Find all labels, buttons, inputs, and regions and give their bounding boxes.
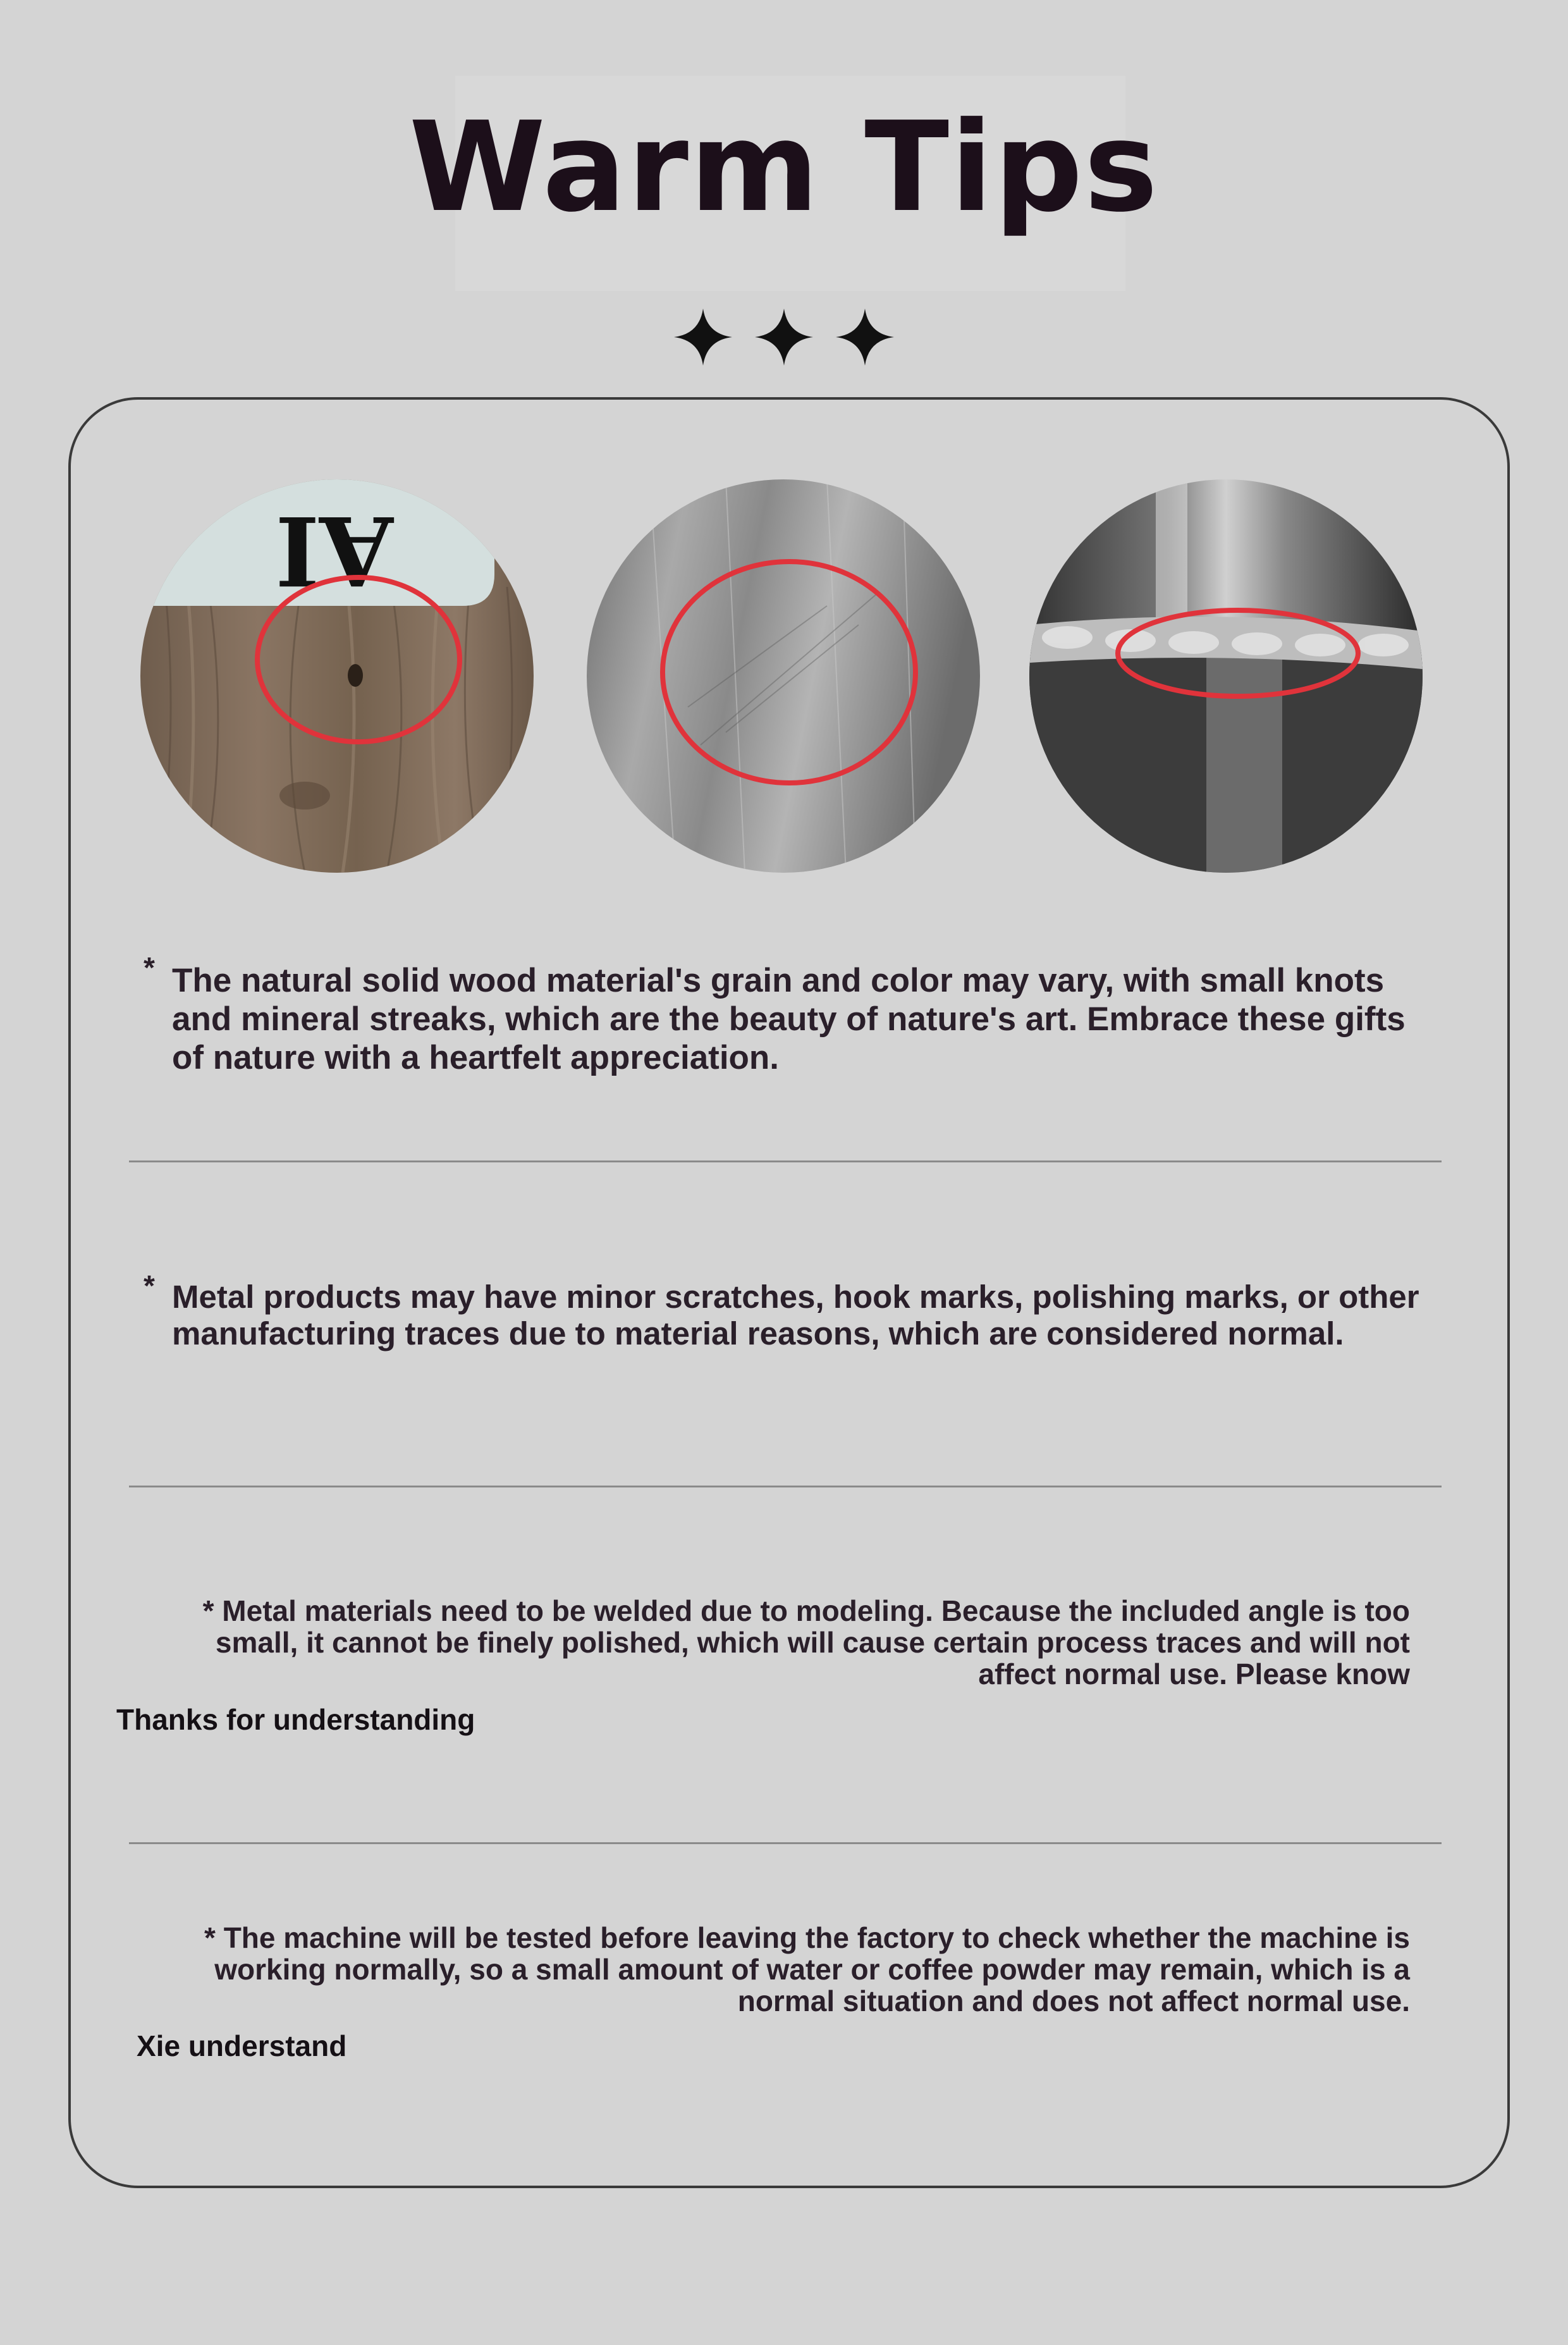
tip-text: Metal products may have minor scratches, hook marks, polishing marks, or other manufacturing traces due to material reasons, which are considered normal. <box>172 1279 1419 1351</box>
star-icon <box>755 309 813 366</box>
thanks-note: Thanks for understanding <box>116 1703 475 1736</box>
thanks-note: Xie understand <box>137 2029 347 2062</box>
page-title: Warm Tips <box>408 95 1160 240</box>
sign-letters: AI <box>275 495 393 606</box>
asterisk-marker: * <box>144 1269 155 1302</box>
brushed-metal-photo <box>587 479 980 873</box>
weld-seam-photo <box>1029 479 1423 873</box>
wood-grain-photo <box>140 479 534 873</box>
star-icon <box>836 309 894 366</box>
tip-welding: * Metal materials need to be welded due to modeling. Because the included angle is too small, it cannot be finely polished, which will cause certain process traces and will not affect normal use. Please know <box>202 1594 1410 1690</box>
tip-text: The natural solid wood material's grain and color may vary, with small knots and mineral streaks, which are the beauty of nature's art. Embrace these gifts of nature with a heartfelt appreciation. <box>172 962 1406 1076</box>
tip-metal-scratches <box>144 1269 1443 1352</box>
tip-wood <box>144 951 1443 1077</box>
divider <box>129 1842 1442 1844</box>
star-icon <box>674 309 732 366</box>
tip-machine-tested: * The machine will be tested before leaving the factory to check whether the machine is working normally, so a small amount of water or coffee powder may remain, which is a normal situation and does not affect normal use. <box>204 1921 1410 2017</box>
divider <box>129 1160 1442 1162</box>
divider <box>129 1486 1442 1487</box>
asterisk-marker: * <box>144 951 155 984</box>
stars-decoration <box>670 302 898 372</box>
